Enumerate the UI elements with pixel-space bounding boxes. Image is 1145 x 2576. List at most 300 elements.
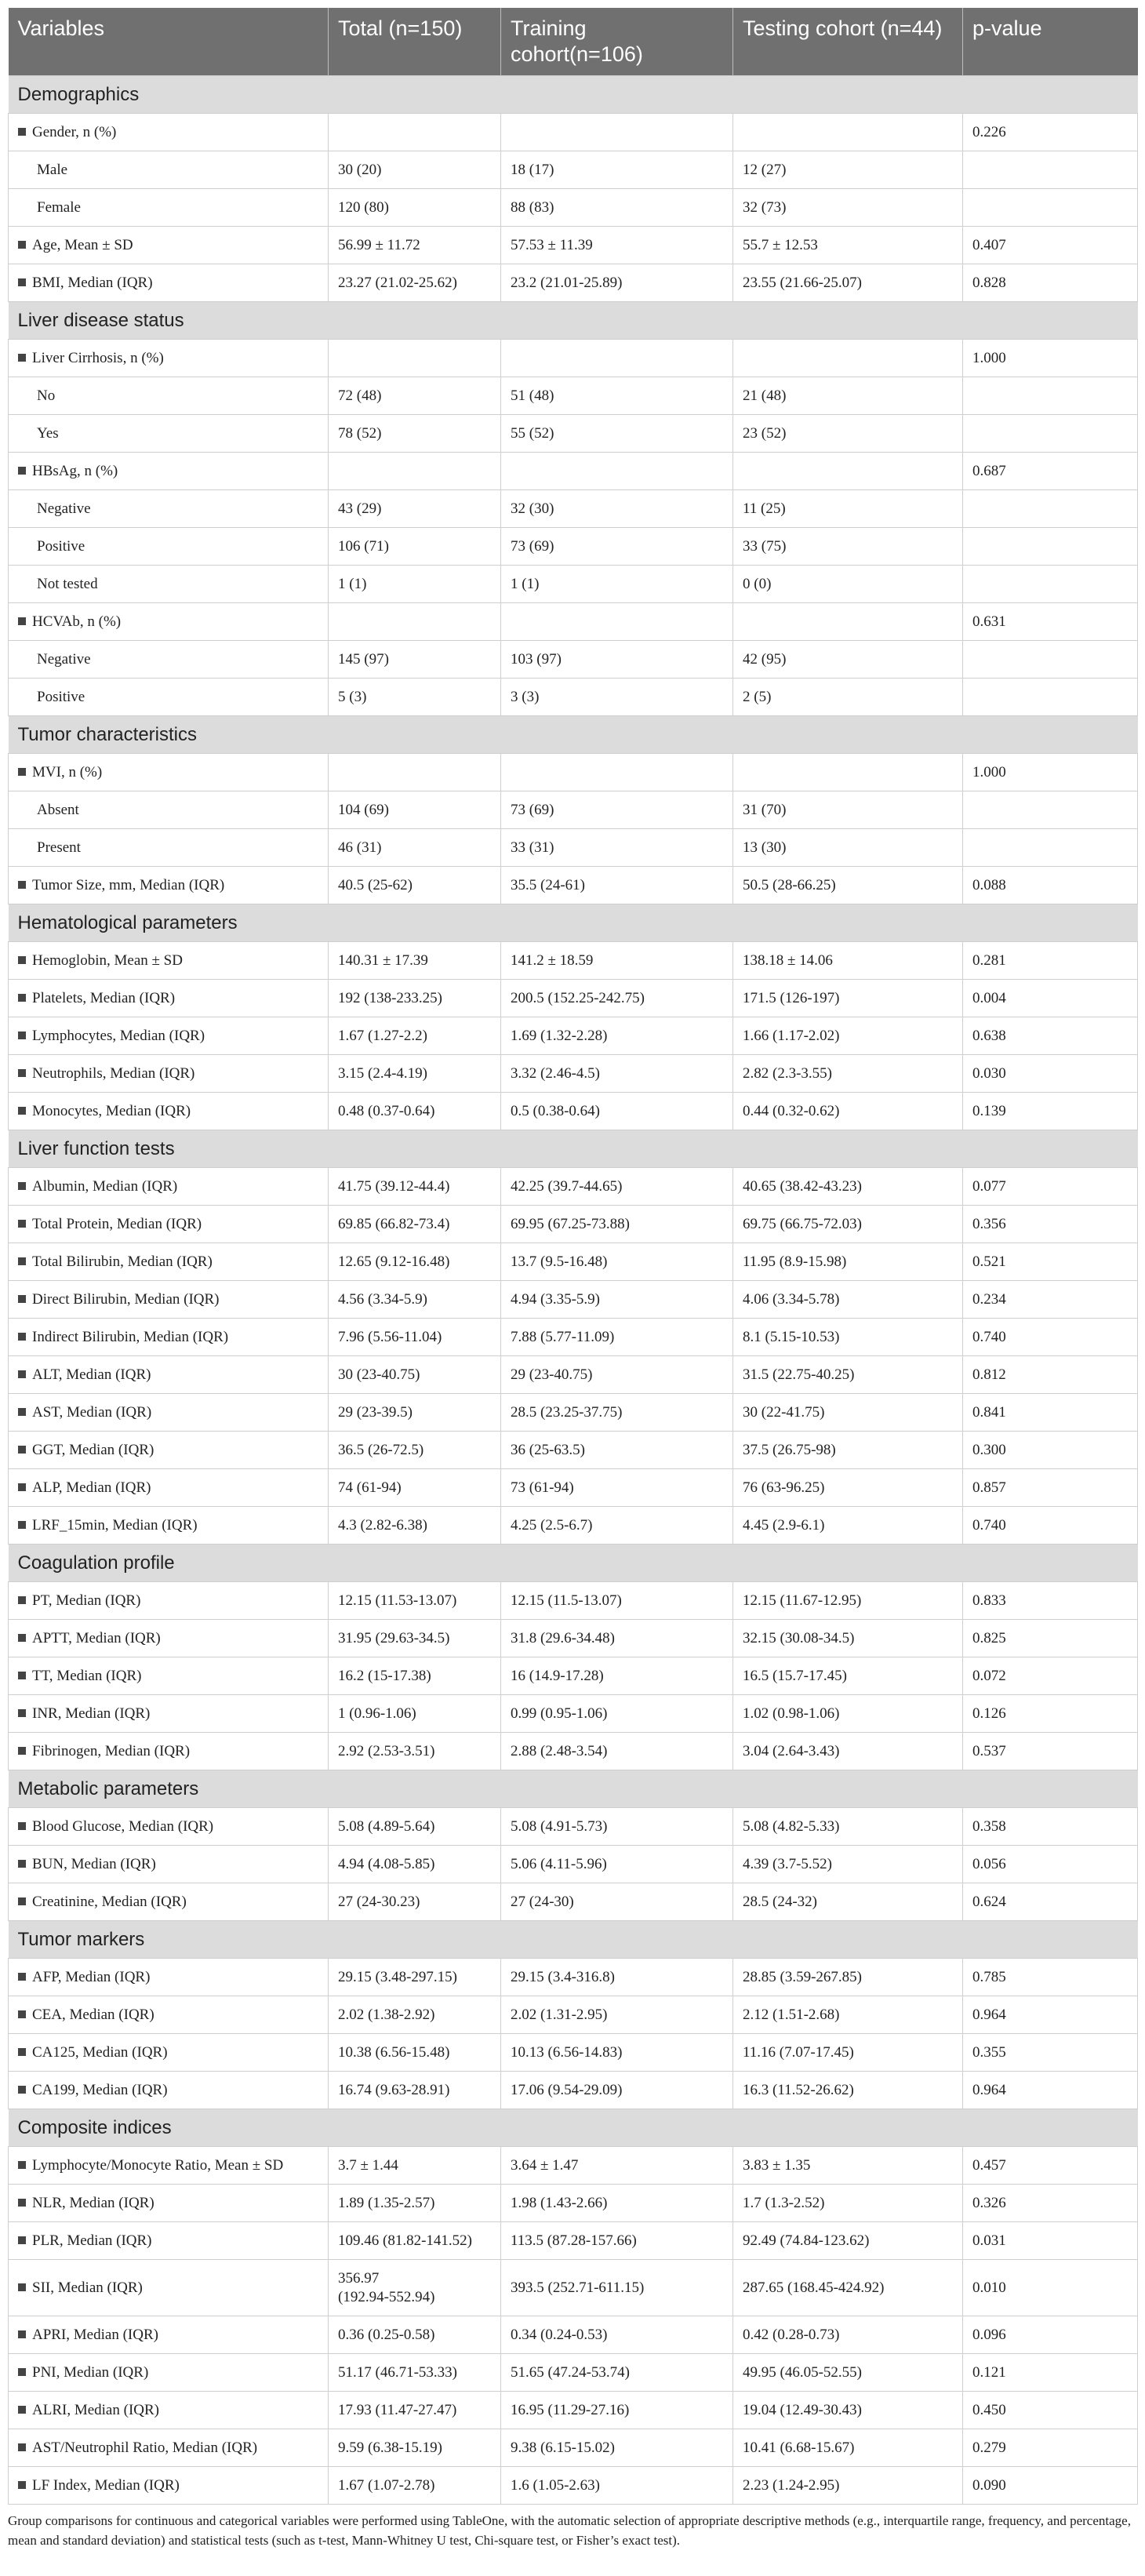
variable-cell (9, 791, 329, 829)
variable-cell (9, 1695, 329, 1733)
training-cell (501, 754, 733, 791)
p-value-cell: 0.326 (963, 2185, 1138, 2222)
p-value-cell: 0.281 (963, 942, 1138, 980)
table-row (9, 754, 1138, 791)
variable-label: Albumin, Median (IQR) (32, 1177, 178, 1195)
variable-label: BUN, Median (IQR) (32, 1855, 156, 1872)
section-row (9, 1770, 1138, 1808)
training-cell: 16 (14.9-17.28) (501, 1657, 733, 1695)
table-footnote: Group comparisons for continuous and categorical variables were performed using TableOne, with the automatic selection of appropriate descriptive methods (e.g., interquartile range, frequency, and percentage, mean and standard deviation) and statistical tests (such as t-test, Mann-Whitney U test, Chi-square test, or Fisher’s exact test). (8, 2513, 1131, 2548)
header-testing-cohort: Testing cohort (n=44) (733, 8, 963, 76)
testing-cell: 23.55 (21.66-25.07) (733, 264, 963, 302)
variable-cell (9, 754, 329, 791)
variable-label: GGT, Median (IQR) (32, 1441, 154, 1458)
variable-cell (9, 114, 329, 151)
testing-cell: 33 (75) (733, 528, 963, 566)
bullet-icon (18, 2330, 26, 2338)
bullet-icon (18, 354, 26, 362)
variable-label: Gender, n (%) (32, 123, 117, 140)
bullet-icon (18, 1446, 26, 1454)
table-row (9, 1582, 1138, 1620)
bullet-icon (18, 2048, 26, 2056)
table-row (9, 1657, 1138, 1695)
variable-cell (9, 377, 329, 415)
testing-cell: 10.41 (6.68-15.67) (733, 2429, 963, 2467)
table-row (9, 679, 1138, 716)
variable-label: Indirect Bilirubin, Median (IQR) (32, 1328, 229, 1345)
variable-cell (9, 1356, 329, 1394)
table-row (9, 867, 1138, 904)
testing-cell: 92.49 (74.84-123.62) (733, 2222, 963, 2260)
total-cell: 109.46 (81.82-141.52) (329, 2222, 501, 2260)
bullet-icon (18, 2283, 26, 2291)
variable-label: Platelets, Median (IQR) (32, 989, 176, 1006)
variable-cell (9, 1883, 329, 1921)
training-cell: 0.5 (0.38-0.64) (501, 1093, 733, 1130)
testing-cell: 37.5 (26.75-98) (733, 1432, 963, 1469)
training-cell: 7.88 (5.77-11.09) (501, 1319, 733, 1356)
variable-label: LRF_15min, Median (IQR) (32, 1516, 198, 1534)
variable-cell (9, 1206, 329, 1243)
variable-cell (9, 1620, 329, 1657)
total-cell: 31.95 (29.63-34.5) (329, 1620, 501, 1657)
training-cell: 4.94 (3.35-5.9) (501, 1281, 733, 1319)
testing-cell: 12 (27) (733, 151, 963, 189)
training-cell: 1.69 (1.32-2.28) (501, 1017, 733, 1055)
section-title: Hematological parameters (9, 904, 1138, 942)
p-value-cell (963, 641, 1138, 679)
section-row (9, 1130, 1138, 1168)
training-cell: 51.65 (47.24-53.74) (501, 2354, 733, 2392)
table-row (9, 1996, 1138, 2034)
variable-label: ALRI, Median (IQR) (32, 2401, 159, 2418)
variable-cell (9, 340, 329, 377)
training-cell: 28.5 (23.25-37.75) (501, 1394, 733, 1432)
variable-label: PT, Median (IQR) (32, 1592, 141, 1609)
section-row (9, 904, 1138, 942)
total-cell: 7.96 (5.56-11.04) (329, 1319, 501, 1356)
variable-cell (9, 528, 329, 566)
bullet-icon (18, 1822, 26, 1830)
training-cell: 29 (23-40.75) (501, 1356, 733, 1394)
p-value-cell: 0.785 (963, 1959, 1138, 1996)
testing-cell: 31.5 (22.75-40.25) (733, 1356, 963, 1394)
variable-cell (9, 2222, 329, 2260)
bullet-icon (18, 1521, 26, 1529)
variable-label: Female (37, 198, 81, 216)
total-cell: 1.67 (1.27-2.2) (329, 1017, 501, 1055)
testing-cell: 4.39 (3.7-5.52) (733, 1846, 963, 1883)
total-cell: 23.27 (21.02-25.62) (329, 264, 501, 302)
bullet-icon (18, 994, 26, 1002)
total-cell: 16.2 (15-17.38) (329, 1657, 501, 1695)
bullet-icon (18, 1747, 26, 1755)
bullet-icon (18, 1107, 26, 1115)
table-row (9, 829, 1138, 867)
total-cell: 56.99 ± 11.72 (329, 227, 501, 264)
table-row (9, 1168, 1138, 1206)
table-row (9, 791, 1138, 829)
variable-cell (9, 1582, 329, 1620)
variable-label: Absent (37, 801, 79, 818)
p-value-cell: 0.631 (963, 603, 1138, 641)
p-value-cell: 0.857 (963, 1469, 1138, 1507)
testing-cell: 3.83 ± 1.35 (733, 2147, 963, 2185)
variable-label: Direct Bilirubin, Median (IQR) (32, 1290, 220, 1308)
bullet-icon (18, 2010, 26, 2018)
variable-cell (9, 1432, 329, 1469)
training-cell: 103 (97) (501, 641, 733, 679)
training-cell (501, 114, 733, 151)
section-row (9, 1921, 1138, 1959)
bullet-icon (18, 2368, 26, 2376)
p-value-cell: 0.031 (963, 2222, 1138, 2260)
testing-cell: 76 (63-96.25) (733, 1469, 963, 1507)
header-total: Total (n=150) (329, 8, 501, 76)
total-cell: 5.08 (4.89-5.64) (329, 1808, 501, 1846)
p-value-cell (963, 528, 1138, 566)
p-value-cell: 0.358 (963, 1808, 1138, 1846)
training-cell: 200.5 (152.25-242.75) (501, 980, 733, 1017)
variable-cell (9, 2260, 329, 2316)
variable-cell (9, 641, 329, 679)
table-row (9, 1959, 1138, 1996)
table-row (9, 1469, 1138, 1507)
bullet-icon (18, 1408, 26, 1416)
testing-cell: 32.15 (30.08-34.5) (733, 1620, 963, 1657)
bullet-icon (18, 768, 26, 776)
total-cell: 1 (1) (329, 566, 501, 603)
variable-label: HCVAb, n (%) (32, 613, 122, 630)
training-cell: 73 (61-94) (501, 1469, 733, 1507)
table-row (9, 2354, 1138, 2392)
variable-label: Total Protein, Median (IQR) (32, 1215, 202, 1232)
variable-label: Negative (37, 650, 91, 668)
p-value-cell: 0.825 (963, 1620, 1138, 1657)
header-p-value: p-value (963, 8, 1138, 76)
testing-cell: 5.08 (4.82-5.33) (733, 1808, 963, 1846)
total-cell: 192 (138-233.25) (329, 980, 501, 1017)
variable-cell (9, 2147, 329, 2185)
table-row (9, 1093, 1138, 1130)
variable-label: Age, Mean ± SD (32, 236, 133, 253)
variable-cell (9, 2316, 329, 2354)
total-cell: 12.15 (11.53-13.07) (329, 1582, 501, 1620)
variable-cell (9, 1168, 329, 1206)
table-row (9, 453, 1138, 490)
bullet-icon (18, 2161, 26, 2169)
p-value-cell: 1.000 (963, 340, 1138, 377)
p-value-cell: 0.096 (963, 2316, 1138, 2354)
p-value-cell: 0.407 (963, 227, 1138, 264)
variable-cell (9, 1281, 329, 1319)
variable-label: Positive (37, 688, 85, 705)
p-value-cell: 0.090 (963, 2467, 1138, 2505)
p-value-cell: 0.687 (963, 453, 1138, 490)
testing-cell: 0.42 (0.28-0.73) (733, 2316, 963, 2354)
total-cell: 12.65 (9.12-16.48) (329, 1243, 501, 1281)
section-row (9, 2109, 1138, 2147)
section-row (9, 302, 1138, 340)
table-row (9, 2147, 1138, 2185)
table-row (9, 2222, 1138, 2260)
section-title: Tumor markers (9, 1921, 1138, 1959)
section-row (9, 716, 1138, 754)
testing-cell: 11.16 (7.07-17.45) (733, 2034, 963, 2072)
testing-cell: 287.65 (168.45-424.92) (733, 2260, 963, 2316)
table-row (9, 227, 1138, 264)
testing-cell (733, 754, 963, 791)
table-body (9, 76, 1138, 2505)
p-value-cell: 0.638 (963, 1017, 1138, 1055)
testing-cell: 49.95 (46.05-52.55) (733, 2354, 963, 2392)
table-row (9, 980, 1138, 1017)
p-value-cell (963, 377, 1138, 415)
training-cell (501, 603, 733, 641)
table-row (9, 603, 1138, 641)
total-cell: 145 (97) (329, 641, 501, 679)
p-value-cell: 0.964 (963, 2072, 1138, 2109)
bullet-icon (18, 1257, 26, 1265)
testing-cell: 21 (48) (733, 377, 963, 415)
variable-label: Creatinine, Median (IQR) (32, 1893, 187, 1910)
variable-label: Neutrophils, Median (IQR) (32, 1064, 195, 1082)
p-value-cell: 0.356 (963, 1206, 1138, 1243)
total-cell: 27 (24-30.23) (329, 1883, 501, 1921)
table-row (9, 1017, 1138, 1055)
variable-cell (9, 566, 329, 603)
total-cell: 1 (0.96-1.06) (329, 1695, 501, 1733)
table-row (9, 1206, 1138, 1243)
testing-cell: 11.95 (8.9-15.98) (733, 1243, 963, 1281)
table-row (9, 2072, 1138, 2109)
table-row (9, 641, 1138, 679)
variable-cell (9, 151, 329, 189)
p-value-cell: 0.964 (963, 1996, 1138, 2034)
testing-cell: 42 (95) (733, 641, 963, 679)
variable-label: Liver Cirrhosis, n (%) (32, 349, 164, 366)
total-cell: 51.17 (46.71-53.33) (329, 2354, 501, 2392)
p-value-cell (963, 415, 1138, 453)
variable-label: ALT, Median (IQR) (32, 1366, 151, 1383)
variable-cell (9, 1319, 329, 1356)
training-cell: 9.38 (6.15-15.02) (501, 2429, 733, 2467)
total-cell: 4.94 (4.08-5.85) (329, 1846, 501, 1883)
training-cell: 32 (30) (501, 490, 733, 528)
p-value-cell (963, 189, 1138, 227)
variable-cell (9, 2072, 329, 2109)
bullet-icon (18, 1897, 26, 1905)
bullet-icon (18, 1973, 26, 1981)
p-value-cell: 0.833 (963, 1582, 1138, 1620)
variable-cell (9, 1808, 329, 1846)
table-row (9, 1055, 1138, 1093)
total-cell: 36.5 (26-72.5) (329, 1432, 501, 1469)
total-cell: 43 (29) (329, 490, 501, 528)
p-value-cell: 0.234 (963, 1281, 1138, 1319)
testing-cell: 138.18 ± 14.06 (733, 942, 963, 980)
testing-cell: 55.7 ± 12.53 (733, 227, 963, 264)
table-row (9, 1319, 1138, 1356)
table-row (9, 528, 1138, 566)
training-cell: 73 (69) (501, 528, 733, 566)
testing-cell: 50.5 (28-66.25) (733, 867, 963, 904)
table-row (9, 942, 1138, 980)
testing-cell: 40.65 (38.42-43.23) (733, 1168, 963, 1206)
testing-cell: 28.85 (3.59-267.85) (733, 1959, 963, 1996)
testing-cell: 0.44 (0.32-0.62) (733, 1093, 963, 1130)
variable-label: CA199, Median (IQR) (32, 2081, 168, 2098)
variable-label: CEA, Median (IQR) (32, 2006, 154, 2023)
table-row (9, 1883, 1138, 1921)
total-cell: 29 (23-39.5) (329, 1394, 501, 1432)
bullet-icon (18, 2199, 26, 2207)
training-cell: 42.25 (39.7-44.65) (501, 1168, 733, 1206)
variable-label: Present (37, 839, 81, 856)
training-cell: 51 (48) (501, 377, 733, 415)
table-row (9, 189, 1138, 227)
training-cell: 5.08 (4.91-5.73) (501, 1808, 733, 1846)
testing-cell: 2.82 (2.3-3.55) (733, 1055, 963, 1093)
total-cell: 106 (71) (329, 528, 501, 566)
total-cell (329, 603, 501, 641)
p-value-cell: 0.740 (963, 1319, 1138, 1356)
p-value-cell: 1.000 (963, 754, 1138, 791)
table-row (9, 1356, 1138, 1394)
total-cell: 2.92 (2.53-3.51) (329, 1733, 501, 1770)
variable-cell (9, 1243, 329, 1281)
table-row (9, 264, 1138, 302)
p-value-cell: 0.740 (963, 1507, 1138, 1545)
bullet-icon (18, 2481, 26, 2489)
variable-label: PLR, Median (IQR) (32, 2232, 152, 2249)
total-cell: 140.31 ± 17.39 (329, 942, 501, 980)
p-value-cell: 0.812 (963, 1356, 1138, 1394)
testing-cell: 0 (0) (733, 566, 963, 603)
p-value-cell: 0.139 (963, 1093, 1138, 1130)
p-value-cell (963, 566, 1138, 603)
total-cell: 74 (61-94) (329, 1469, 501, 1507)
variable-label: INR, Median (IQR) (32, 1705, 151, 1722)
testing-cell: 69.75 (66.75-72.03) (733, 1206, 963, 1243)
training-cell: 3.32 (2.46-4.5) (501, 1055, 733, 1093)
training-cell: 0.99 (0.95-1.06) (501, 1695, 733, 1733)
table-row (9, 340, 1138, 377)
total-cell: 1.67 (1.07-2.78) (329, 2467, 501, 2505)
variable-label: Hemoglobin, Mean ± SD (32, 951, 183, 969)
table-row (9, 151, 1138, 189)
training-cell: 31.8 (29.6-34.48) (501, 1620, 733, 1657)
variable-label: Tumor Size, mm, Median (IQR) (32, 876, 225, 893)
training-cell: 3 (3) (501, 679, 733, 716)
table-row (9, 1695, 1138, 1733)
variable-label: Not tested (37, 575, 98, 592)
section-row (9, 1545, 1138, 1582)
variable-cell (9, 1394, 329, 1432)
total-cell: 17.93 (11.47-27.47) (329, 2392, 501, 2429)
testing-cell: 16.3 (11.52-26.62) (733, 2072, 963, 2109)
bullet-icon (18, 1634, 26, 1642)
training-cell: 18 (17) (501, 151, 733, 189)
variable-cell (9, 2354, 329, 2392)
p-value-cell: 0.226 (963, 114, 1138, 151)
table-row (9, 2467, 1138, 2505)
training-cell: 10.13 (6.56-14.83) (501, 2034, 733, 2072)
bullet-icon (18, 1370, 26, 1378)
total-cell: 40.5 (25-62) (329, 867, 501, 904)
training-cell: 17.06 (9.54-29.09) (501, 2072, 733, 2109)
variable-cell (9, 2467, 329, 2505)
table-row (9, 1243, 1138, 1281)
p-value-cell: 0.126 (963, 1695, 1138, 1733)
p-value-cell: 0.828 (963, 264, 1138, 302)
variable-cell (9, 1507, 329, 1545)
total-cell: 78 (52) (329, 415, 501, 453)
training-cell: 35.5 (24-61) (501, 867, 733, 904)
testing-cell: 4.45 (2.9-6.1) (733, 1507, 963, 1545)
table-row (9, 2316, 1138, 2354)
variable-cell (9, 1093, 329, 1130)
training-cell: 4.25 (2.5-6.7) (501, 1507, 733, 1545)
training-cell: 2.88 (2.48-3.54) (501, 1733, 733, 1770)
p-value-cell (963, 791, 1138, 829)
bullet-icon (18, 2086, 26, 2094)
training-cell: 0.34 (0.24-0.53) (501, 2316, 733, 2354)
table-row (9, 2392, 1138, 2429)
training-cell: 1.98 (1.43-2.66) (501, 2185, 733, 2222)
training-cell: 393.5 (252.71-611.15) (501, 2260, 733, 2316)
variable-cell (9, 1055, 329, 1093)
variable-label: Blood Glucose, Median (IQR) (32, 1817, 214, 1835)
bullet-icon (18, 617, 26, 625)
variable-cell (9, 1733, 329, 1770)
variable-cell (9, 227, 329, 264)
p-value-cell (963, 829, 1138, 867)
variable-label: Negative (37, 500, 91, 517)
training-cell: 141.2 ± 18.59 (501, 942, 733, 980)
total-cell: 3.15 (2.4-4.19) (329, 1055, 501, 1093)
variable-label: NLR, Median (IQR) (32, 2194, 154, 2211)
bullet-icon (18, 2443, 26, 2451)
testing-cell: 8.1 (5.15-10.53) (733, 1319, 963, 1356)
variable-cell (9, 679, 329, 716)
table-container (8, 8, 1137, 2550)
bullet-icon (18, 1333, 26, 1341)
table-row (9, 2185, 1138, 2222)
section-title: Demographics (9, 76, 1138, 114)
variable-cell (9, 1996, 329, 2034)
testing-cell: 2.23 (1.24-2.95) (733, 2467, 963, 2505)
table-row (9, 1733, 1138, 1770)
training-cell: 57.53 ± 11.39 (501, 227, 733, 264)
training-cell: 1.6 (1.05-2.63) (501, 2467, 733, 2505)
table-row (9, 490, 1138, 528)
training-cell (501, 453, 733, 490)
bullet-icon (18, 1295, 26, 1303)
section-title: Liver disease status (9, 302, 1138, 340)
testing-cell: 11 (25) (733, 490, 963, 528)
variable-cell (9, 490, 329, 528)
training-cell: 73 (69) (501, 791, 733, 829)
training-cell: 113.5 (87.28-157.66) (501, 2222, 733, 2260)
testing-cell (733, 114, 963, 151)
variable-label: TT, Median (IQR) (32, 1667, 142, 1684)
variable-cell (9, 1959, 329, 1996)
p-value-cell: 0.450 (963, 2392, 1138, 2429)
variable-label: ALP, Median (IQR) (32, 1479, 151, 1496)
total-cell: 5 (3) (329, 679, 501, 716)
total-cell: 0.48 (0.37-0.64) (329, 1093, 501, 1130)
